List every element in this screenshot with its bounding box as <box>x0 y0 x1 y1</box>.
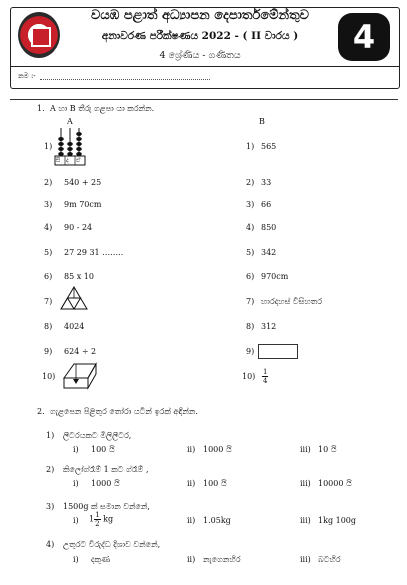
b-row-value: 312 <box>261 322 277 331</box>
option-value[interactable]: 10000 යි <box>318 479 352 488</box>
a-row-value: 27 29 31 …….. <box>64 248 124 257</box>
option-value[interactable]: 1000 යි <box>91 479 120 488</box>
header-divider <box>10 66 400 67</box>
b-row-number: 4) <box>246 223 255 232</box>
question-1-number: 1. <box>37 104 45 113</box>
q2-item-number: 1) <box>46 431 55 440</box>
a-row-number: 4) <box>44 223 53 232</box>
b-row-number: 7) <box>246 297 255 306</box>
option-label: ii) <box>187 516 196 525</box>
b-row-number: 1) <box>246 142 255 151</box>
a-row-value: 540 + 25 <box>64 178 102 187</box>
option-value[interactable]: දකුණ <box>91 555 111 564</box>
b-row-value: 565 <box>261 142 277 151</box>
q2-item-text: කිලෝග්රෑම් 1 කට ග්රෑම් , <box>63 465 149 474</box>
column-a-heading: A <box>67 117 73 126</box>
a-row-number: 5) <box>44 248 53 257</box>
option-mixed-fraction[interactable] <box>89 511 113 528</box>
exam-subtitle: අනාවරණ පරීක්ෂණය 2022 - ( II වාරය ) <box>101 30 299 42</box>
a-row-value: 90 - 24 <box>64 223 93 232</box>
q2-item-text: උතුරට විරුද්ධ දිශාව වන්නේ, <box>63 540 161 549</box>
a-row-number: 3) <box>44 200 53 209</box>
empty-answer-box[interactable] <box>258 344 298 359</box>
b-row-number: 10) <box>242 372 256 381</box>
option-label: ii) <box>187 445 196 454</box>
fraction-one-quarter <box>262 366 268 385</box>
triangle-shape-icon <box>60 286 88 310</box>
b-row-number: 5) <box>246 248 255 257</box>
whole-number: 1 <box>89 514 95 524</box>
option-value[interactable]: නැගෙනහිර <box>203 555 241 564</box>
q2-item-text: 1500g ක් සමාන වන්නේ, <box>63 502 150 511</box>
a-row-value: 85 x 10 <box>64 272 94 281</box>
grade-badge: 4 <box>338 13 390 61</box>
grade-subject: 4 ශ්‍රේණිය - ගණිතය <box>159 50 241 61</box>
q2-item-text: ලීටරයකට මිලිලීටර, <box>63 431 132 440</box>
b-row-value: 970cm <box>261 272 289 281</box>
option-value[interactable]: 100 යි <box>203 479 227 488</box>
option-label: ii) <box>187 555 196 564</box>
option-label: iii) <box>300 555 311 564</box>
a-row-value: 9m 70cm <box>64 200 102 209</box>
b-row-number: 9) <box>246 347 255 356</box>
fraction-denominator: 2 <box>95 520 100 528</box>
abacus-label-tens: ද <box>66 157 69 164</box>
b-row-value: 33 <box>261 178 272 187</box>
option-label: iii) <box>300 516 311 525</box>
option-label: iii) <box>300 445 311 454</box>
option-label: i) <box>73 445 79 454</box>
a-row-value: 624 ÷ 2 <box>64 347 97 356</box>
fraction-numerator: 1 <box>263 368 268 376</box>
b-row-number: 2) <box>246 178 255 187</box>
a-row-number: 10) <box>42 372 56 381</box>
department-title: වයඹ පළාත් අධ්‍යාපන දෙපාර්තමේන්තුව <box>91 8 309 23</box>
name-label: නම :- <box>18 72 36 80</box>
option-value[interactable]: 1000 යි <box>203 445 232 454</box>
option-value[interactable]: 1kg 100g <box>318 516 356 525</box>
a-row-number: 6) <box>44 272 53 281</box>
a-row-number: 8) <box>44 322 53 331</box>
b-row-number: 6) <box>246 272 255 281</box>
option-label: ii) <box>187 479 196 488</box>
question-1-instruction: A හා B තීරු ගළපා යා කරන්න. <box>50 104 155 113</box>
option-label: i) <box>73 555 79 564</box>
a-row-number: 9) <box>44 347 53 356</box>
cuboid-icon <box>62 360 98 390</box>
b-row-number: 8) <box>246 322 255 331</box>
option-label: i) <box>73 516 79 525</box>
b-row-value: හාරදහස් විසිහතර <box>261 297 323 306</box>
a-row-number: 2) <box>44 178 53 187</box>
a-row-number: 7) <box>44 297 53 306</box>
logo-emblem-icon <box>31 27 51 47</box>
abacus-label-ones: ඒ <box>76 157 81 164</box>
option-value[interactable]: 1.05kg <box>203 516 231 525</box>
b-row-number: 3) <box>246 200 255 209</box>
option-value[interactable]: බටහිර <box>318 555 341 564</box>
unit-label: kg <box>103 514 114 524</box>
b-row-value: 850 <box>261 223 277 232</box>
b-row-value: 66 <box>261 200 272 209</box>
option-label: i) <box>73 479 79 488</box>
b-row-value: 342 <box>261 248 277 257</box>
q2-item-number: 2) <box>46 465 55 474</box>
column-b-heading: B <box>259 117 265 126</box>
header-bottom-rule <box>10 99 398 100</box>
fraction-numerator: 1 <box>95 511 100 519</box>
option-value[interactable]: 10 යි <box>318 445 337 454</box>
option-label: iii) <box>300 479 311 488</box>
question-2-instruction: ගැළපෙන පිළිතුර තෝරා යටින් ඉරක් අඳින්න. <box>50 407 198 416</box>
abacus-label-hundreds: සි <box>56 157 61 164</box>
option-value[interactable]: 100 යි <box>91 445 115 454</box>
a-row-value: 4024 <box>64 322 85 331</box>
fraction-denominator: 4 <box>263 377 268 385</box>
name-field[interactable] <box>40 79 210 80</box>
q2-item-number: 3) <box>46 502 55 511</box>
a-row-number: 1) <box>44 142 53 151</box>
question-2-number: 2. <box>37 407 45 416</box>
q2-item-number: 4) <box>46 540 55 549</box>
